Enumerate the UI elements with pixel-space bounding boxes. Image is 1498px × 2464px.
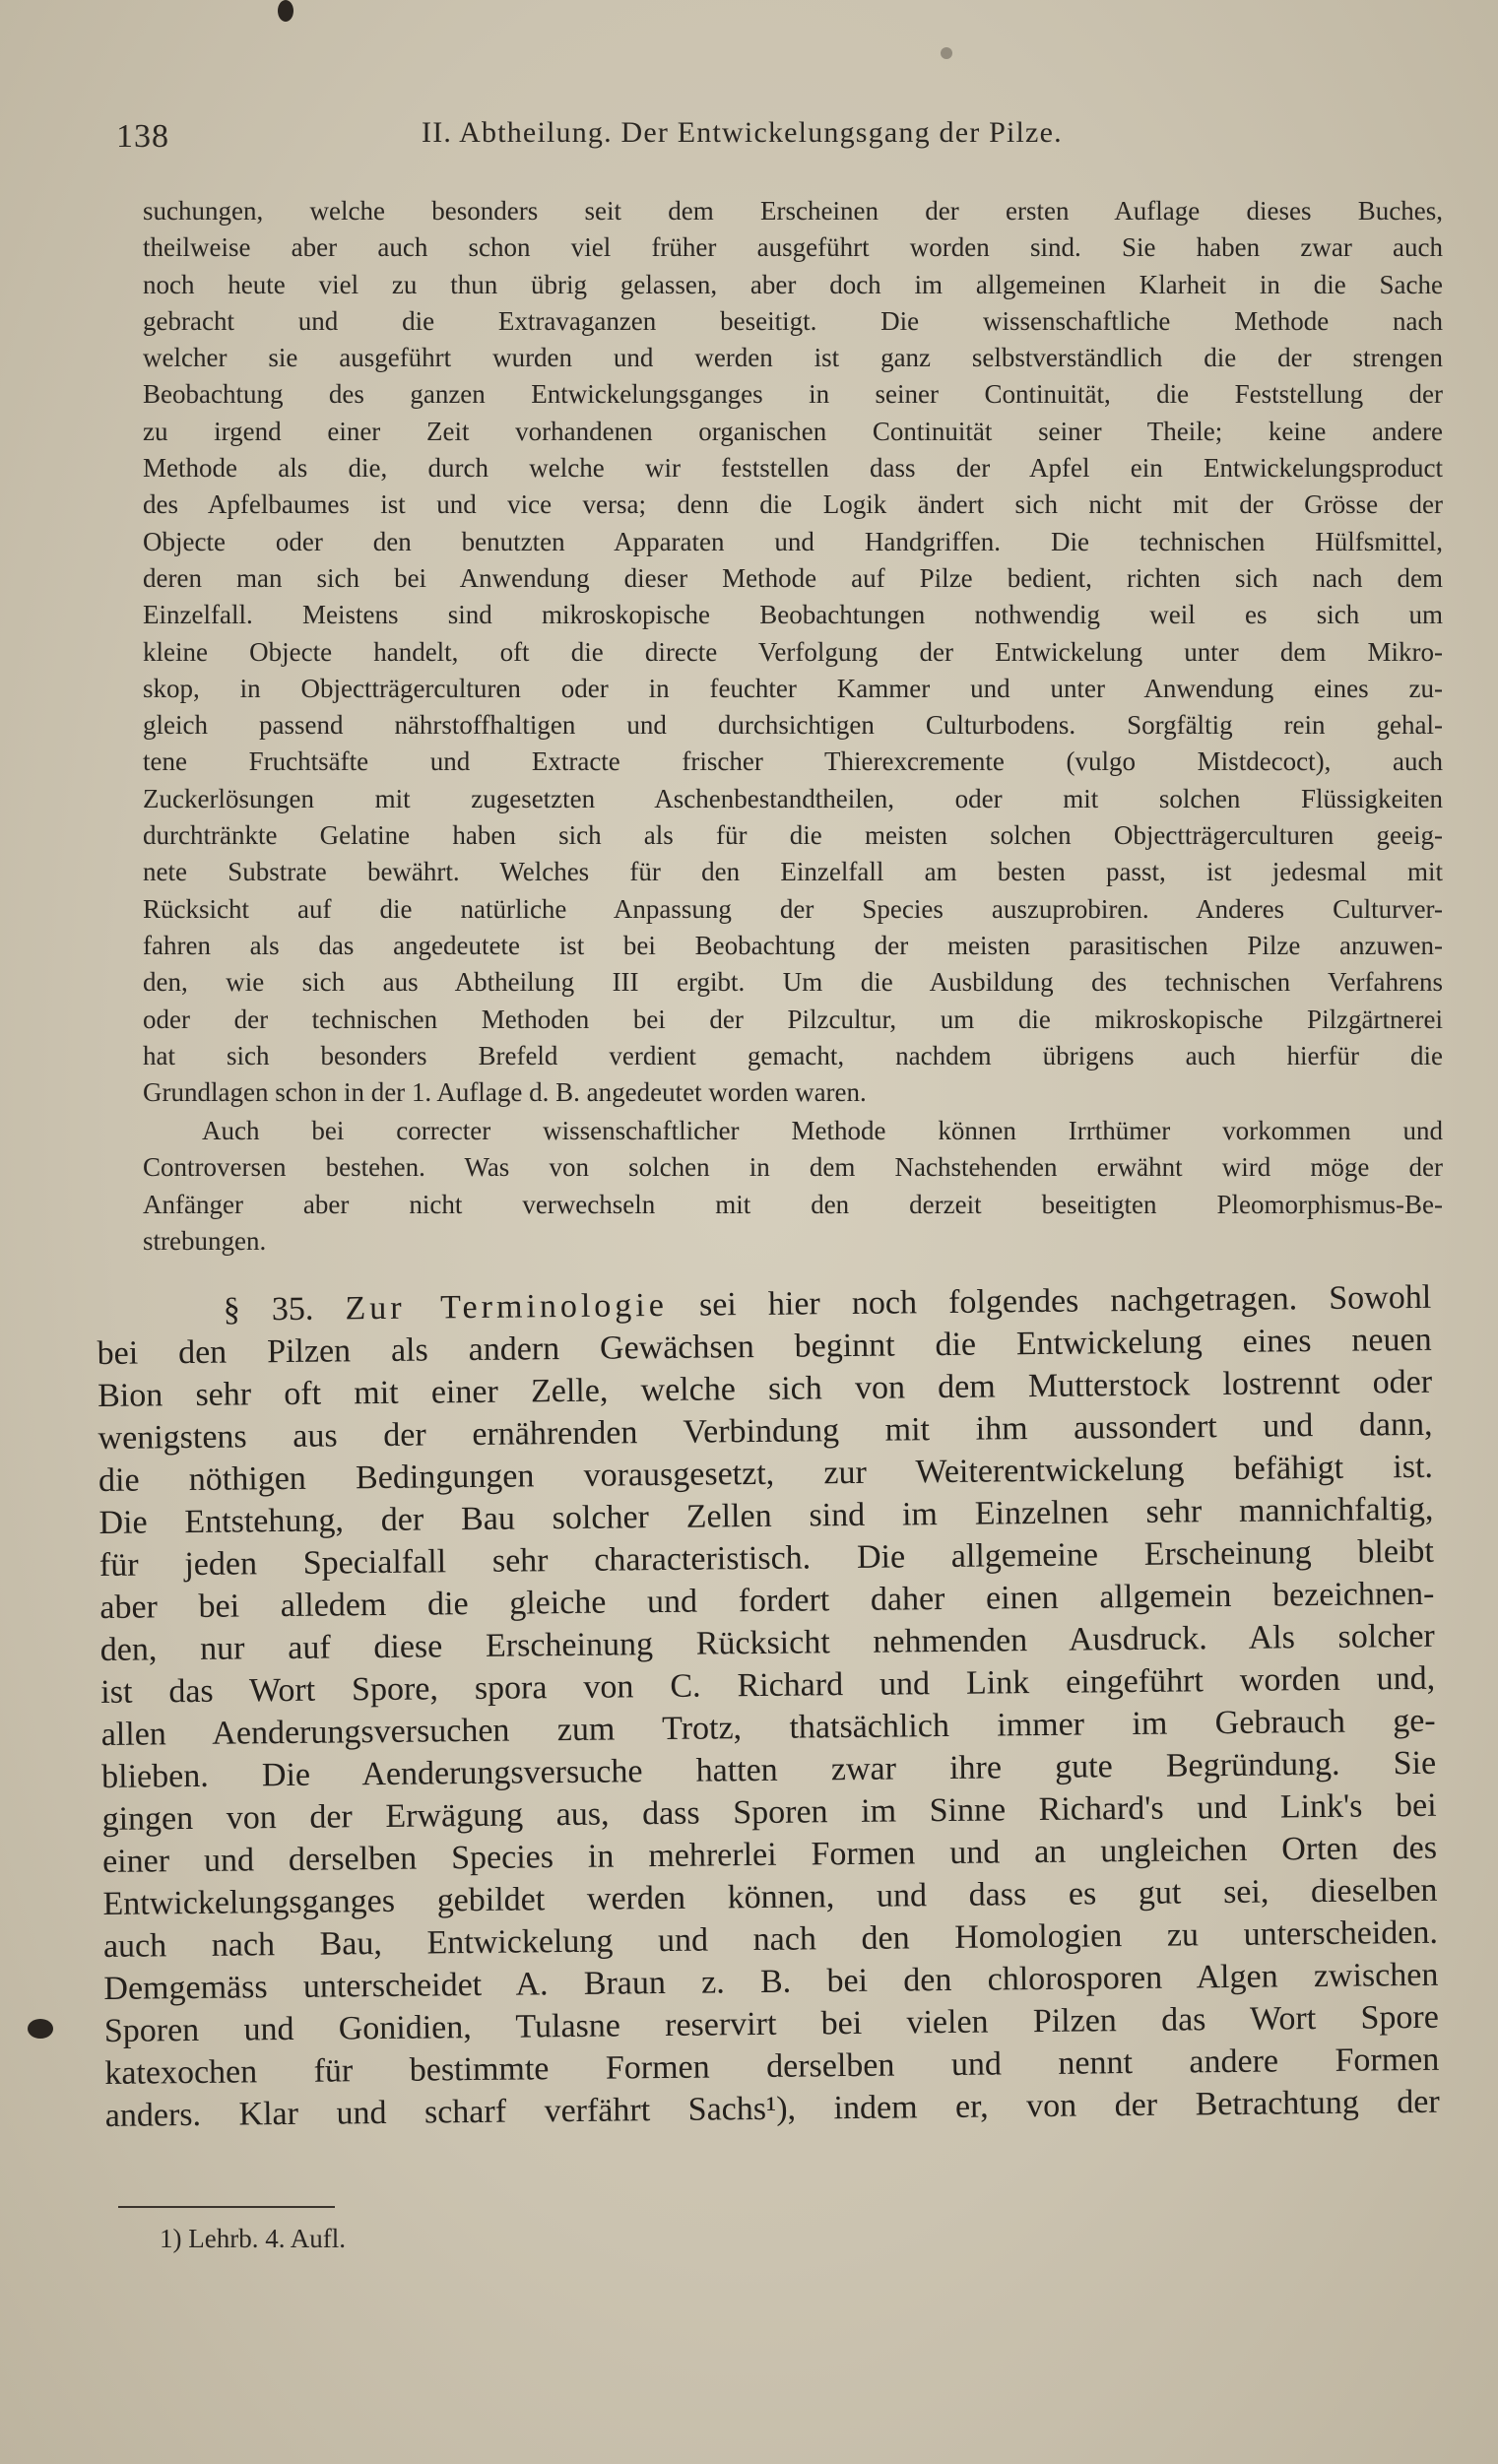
section-body [97,1319,1439,2137]
section-term: Zur Terminologie [345,1286,669,1328]
text-line: Einzelfall. Meistens sind mikroskopische Beobachtungen nothwendig weil es sich um [143,600,1443,630]
text-line: den, nur auf diese Erscheinung Rücksicht nehmenden Ausdruck. Als solcher [99,1617,1435,1668]
running-head: II. Abtheilung. Der Entwickelungsgang der Pilze. [422,116,1063,149]
text-line: auch nach Bau, Entwickelung und nach den Homologien zu unterscheiden. [102,1913,1439,1965]
text-line: Zuckerlösungen mit zugesetzten Aschenbestandtheilen, oder mit solchen Flüssigkeiten [143,783,1443,813]
footnote: 1) Lehrb. 4. Aufl. [160,2224,346,2253]
text-line: gleich passend nährstoffhaltigen und durchsichtigen Culturbodens. Sorgfältig rein gehal- [143,710,1443,741]
text-line: Demgemäss unterscheidet A. Braun z. B. bei den chlorosporen Algen zwischen [103,1956,1439,2007]
text-line: Auch bei correcter wissenschaftlicher Methode können Irrthümer vorkommen und [202,1116,1443,1145]
text-line: theilweise aber auch schon viel früher ausgeführt worden sind. Sie haben zwar auch [143,232,1443,263]
text-line: gingen von der Erwägung aus, dass Sporen im Sinne Richard's und Link's bei [101,1786,1437,1838]
text-line: gebracht und die Extravaganzen beseitigt. Die wissenschaftliche Methode nach [143,305,1443,336]
text-line: Controversen bestehen. Was von solchen in dem Nachstehenden erwähnt wird möge der [143,1152,1443,1183]
text-line: den, wie sich aus Abtheilung III ergibt. Um die Ausbildung des technischen Verfahrens [143,967,1443,998]
text-line: die nöthigen Bedingungen vorausgesetzt, zur Weiterentwickelung befähigt ist. [98,1448,1434,1499]
text-line: durchtränkte Gelatine haben sich als für die meisten solchen Objectträgerculturen geeig- [143,820,1443,851]
section-35 [97,1276,1440,2137]
footnote-divider [118,2206,335,2208]
text-line: wenigstens aus der ernährenden Verbindung mit ihm aussondert und dann, [98,1405,1433,1457]
text-line: hat sich besonders Brefeld verdient gemacht, nachdem übrigens auch hierfür die [143,1040,1443,1070]
text-line: Sporen und Gonidien, Tulasne reservirt bei vielen Pilzen das Wort Spore [103,1998,1439,2049]
text-line: tene Fruchtsäfte und Extracte frischer Thierexcremente (vulgo Mistdecoct), auch [143,746,1443,777]
section-first-line-rest: sei hier noch folgendes nachgetragen. Sowohl [667,1278,1432,1324]
text-line: aber bei alledem die gleiche und fordert daher einen allgemein bezeichnen- [99,1575,1435,1626]
text-line: deren man sich bei Anwendung dieser Methode auf Pilze bedient, richten sich nach dem [143,562,1443,593]
text-line: Anfänger aber nicht verwechseln mit den derzeit beseitigten Pleomorphismus-Be- [143,1189,1443,1219]
text-line: ist das Wort Spore, spora von C. Richard und Link eingeführt worden und, [100,1659,1436,1711]
text-line: Bion sehr oft mit einer Zelle, welche sich von dem Mutterstock lostrennt oder [97,1363,1433,1414]
text-line: Methode als die, durch welche wir feststellen dass der Apfel ein Entwickelungsproduct [143,453,1443,484]
text-line: Rücksicht auf die natürliche Anpassung der Species auszuprobiren. Anderes Culturver- [143,893,1443,924]
ink-spot [28,2019,53,2039]
text-line: des Apfelbaumes ist und vice versa; denn die Logik ändert sich nicht mit der Grösse der [143,489,1443,520]
text-line: suchungen, welche besonders seit dem Erscheinen der ersten Auflage dieses Buches, [143,196,1443,226]
text-line: anders. Klar und scharf verfährt Sachs¹), indem er, von der Betrachtung der [104,2083,1440,2134]
text-line: Beobachtung des ganzen Entwickelungsganges in seiner Continuität, die Feststellung der [143,379,1443,410]
page-number: 138 [116,118,169,155]
text-line: für jeden Specialfall sehr characteristisch. Die allgemeine Erscheinung bleibt [98,1532,1435,1584]
text-line: katexochen für bestimmte Formen derselben und nennt andere Formen [104,2041,1440,2092]
text-line: oder der technischen Methoden bei der Pilzcultur, um die mikroskopische Pilzgärtnerei [143,1004,1443,1034]
text-line: nete Substrate bewährt. Welches für den Einzelfall am besten passt, ist jedesmal mit [143,857,1443,887]
paragraph-errors [143,1113,1443,1260]
text-line: kleine Objecte handelt, oft die directe Verfolgung der Entwickelung unter dem Mikro- [143,636,1443,667]
text-line: blieben. Die Aenderungsversuche hatten zwar ihre gute Begründung. Sie [100,1744,1437,1795]
text-line: welcher sie ausgeführt wurden und werden ist ganz selbstverständlich die der strengen [143,343,1443,373]
text-line: zu irgend einer Zeit vorhandenen organischen Continuität seiner Theile; keine andere [143,416,1443,446]
paragraph-methods [143,193,1443,1111]
text-line: bei den Pilzen als andern Gewächsen beginnt die Entwickelung eines neuen [97,1321,1432,1372]
text-line: fahren als das angedeutete ist bei Beobachtung der meisten parasitischen Pilze anzuwen- [143,930,1443,960]
text-line: allen Aenderungsversuchen zum Trotz, thatsächlich immer im Gebrauch ge- [100,1702,1436,1753]
text-line: Objecte oder den benutzten Apparaten und Handgriffen. Die technischen Hülfsmittel, [143,526,1443,556]
text-line: noch heute viel zu thun übrig gelassen, aber doch im allgemeinen Klarheit in die Sache [143,269,1443,299]
text-line: Entwickelungsganges gebildet werden können, und dass es gut sei, dieselben [102,1871,1438,1922]
text-line: strebungen. [143,1225,267,1256]
ink-spot [941,47,952,59]
text-line: Grundlagen schon in der 1. Auflage d. B. angedeutet worden waren. [143,1077,867,1108]
text-line: einer und derselben Species in mehrerlei Formen und an ungleichen Orten des [101,1829,1438,1880]
page-header [116,108,1426,158]
text-line: Die Entstehung, der Bau solcher Zellen sind im Einzelnen sehr mannichfaltig, [98,1490,1434,1541]
section-number: § 35. [223,1290,346,1329]
ink-spot [278,0,293,22]
text-line: skop, in Objectträgerculturen oder in feuchter Kammer und unter Anwendung eines zu- [143,673,1443,703]
